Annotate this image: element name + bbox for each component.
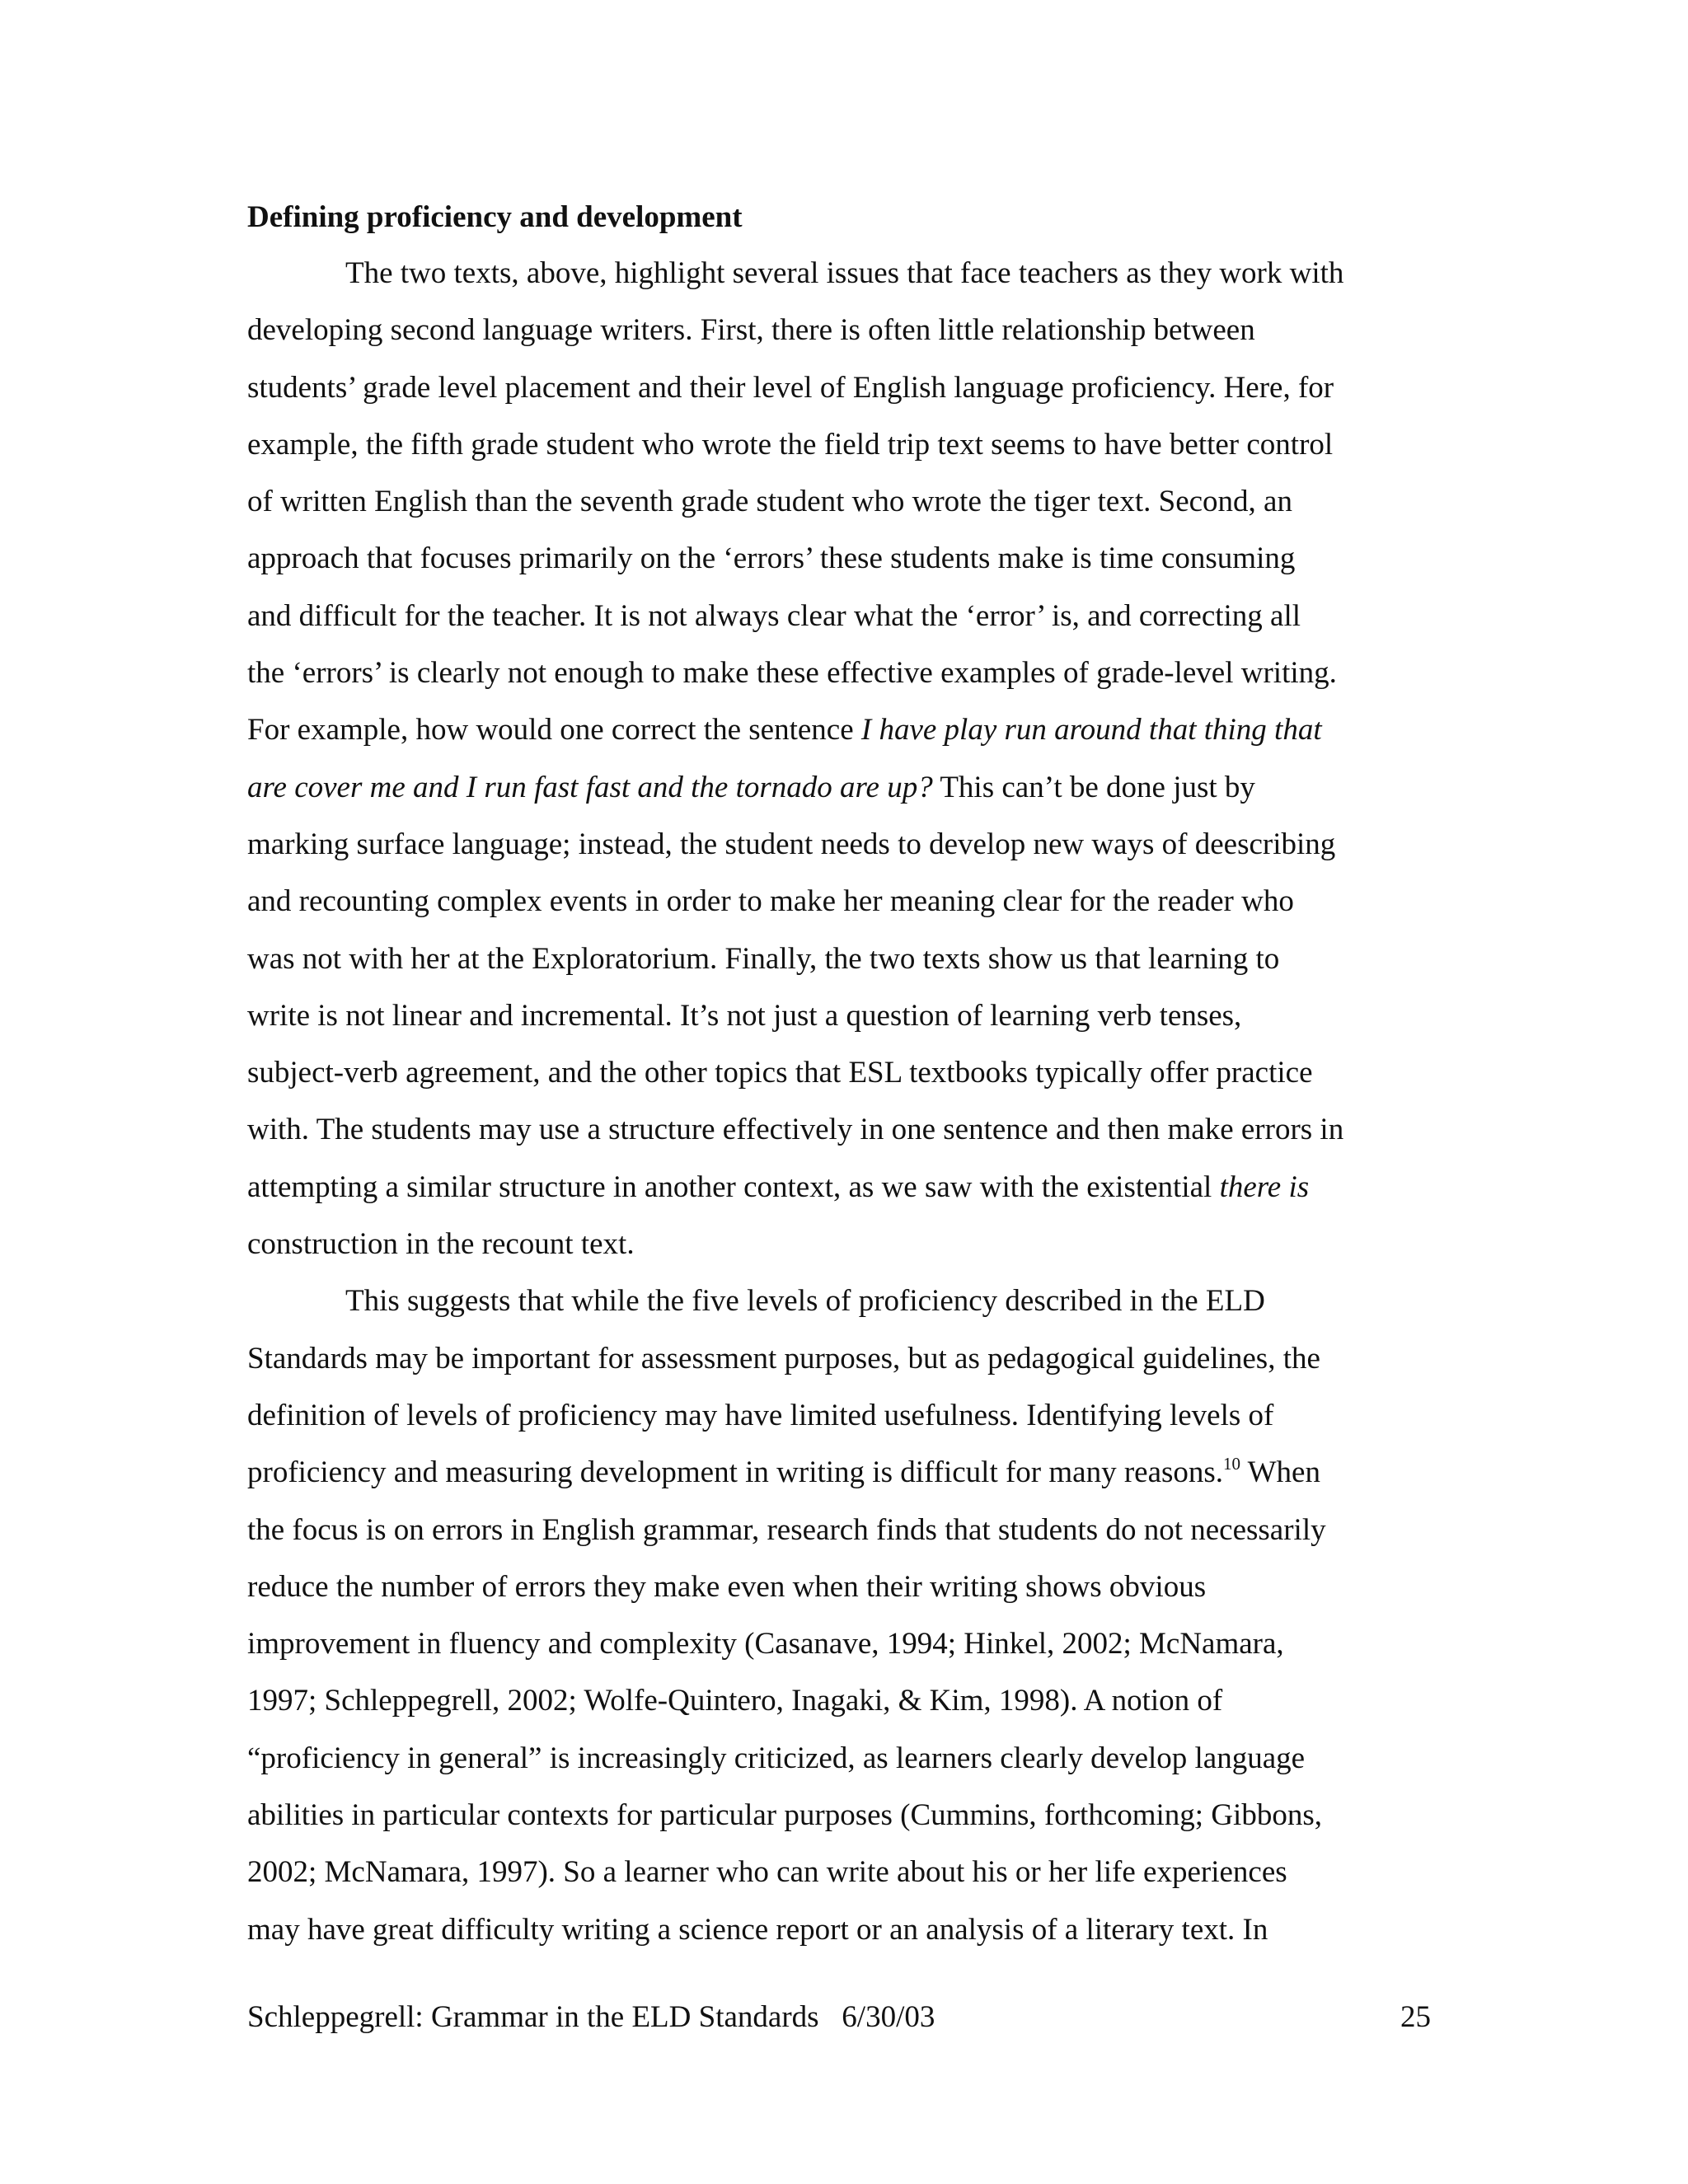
text-line — [247, 473, 1441, 530]
text-segment: 1997; Schleppegrell, 2002; Wolfe-Quintero, Inagaki, & Kim, 1998). A notion of — [247, 1684, 1223, 1718]
text-segment: students’ grade level placement and their level of English language proficiency. Here, for — [247, 370, 1334, 405]
text-segment: 2002; McNamara, 1997). So a learner who can write about his or her life experiences — [247, 1855, 1287, 1890]
text-line — [247, 245, 1441, 302]
text-segment: proficiency and measuring development in writing is difficult for many reasons. — [247, 1455, 1224, 1490]
text-line — [247, 644, 1441, 701]
text-line — [247, 530, 1441, 587]
text-segment: approach that focuses primarily on the ‘errors’ these students make is time consuming — [247, 541, 1296, 576]
text-line — [247, 416, 1441, 473]
text-segment: When — [1240, 1455, 1320, 1490]
text-segment: This can’t be done just by — [932, 770, 1255, 804]
footnote-marker: 10 — [1223, 1454, 1241, 1474]
text-line — [247, 816, 1441, 873]
text-line — [247, 1159, 1441, 1216]
text-line — [247, 1672, 1441, 1729]
text-line — [247, 1044, 1441, 1101]
footer-running-title: Schleppegrell: Grammar in the ELD Standards 6/30/03 — [247, 2000, 935, 2034]
section-heading: Defining proficiency and development — [247, 200, 743, 234]
text-segment: the focus is on errors in English grammar, research finds that students do not necessarily — [247, 1512, 1326, 1547]
text-segment: subject-verb agreement, and the other topics that ESL textbooks typically offer practice — [247, 1056, 1313, 1090]
text-segment: the ‘errors’ is clearly not enough to make these effective examples of grade-level writing. — [247, 656, 1337, 691]
text-segment: developing second language writers. First, there is often little relationship between — [247, 313, 1255, 348]
text-line — [247, 1444, 1441, 1501]
text-segment: abilities in particular contexts for particular purposes (Cummins, forthcoming; Gibbons, — [247, 1798, 1322, 1833]
body-text — [247, 245, 1441, 1958]
text-line — [247, 1844, 1441, 1900]
text-line — [247, 987, 1441, 1044]
text-line — [247, 1216, 1441, 1272]
text-line — [247, 1787, 1441, 1844]
text-segment: of written English than the seventh grade student who wrote the tiger text. Second, an — [247, 485, 1292, 519]
text-line — [247, 1272, 1441, 1329]
text-segment: marking surface language; instead, the student needs to develop new ways of deescribing — [247, 827, 1336, 861]
italic-text: there is — [1219, 1169, 1310, 1204]
text-segment: was not with her at the Exploratorium. Finally, the two texts show us that learning to — [247, 941, 1280, 976]
text-segment: This suggests that while the five levels of proficiency described in the ELD — [345, 1284, 1265, 1319]
text-line — [247, 1387, 1441, 1444]
text-line — [247, 930, 1441, 987]
text-segment: construction in the recount text. — [247, 1227, 635, 1262]
text-line — [247, 1502, 1441, 1558]
text-segment: “proficiency in general” is increasingly criticized, as learners clearly develop language — [247, 1741, 1306, 1775]
text-line — [247, 1558, 1441, 1615]
text-segment: reduce the number of errors they make even when their writing shows obvious — [247, 1569, 1207, 1604]
text-line — [247, 701, 1441, 758]
text-line — [247, 1730, 1441, 1787]
text-line — [247, 1330, 1441, 1387]
text-line — [247, 759, 1441, 816]
text-segment: For example, how would one correct the sentence — [247, 713, 861, 748]
text-line — [247, 873, 1441, 930]
text-segment: Standards may be important for assessment purposes, but as pedagogical guidelines, the — [247, 1341, 1320, 1376]
text-segment: definition of levels of proficiency may have limited usefulness. Identifying levels of — [247, 1398, 1274, 1432]
text-segment: and difficult for the teacher. It is not always clear what the ‘error’ is, and correcting all — [247, 598, 1301, 633]
text-segment: improvement in fluency and complexity (Casanave, 1994; Hinkel, 2002; McNamara, — [247, 1627, 1284, 1661]
text-segment: with. The students may use a structure effectively in one sentence and then make errors in — [247, 1113, 1344, 1147]
italic-text: are cover me and I run fast fast and the tornado are up? — [247, 770, 933, 804]
text-segment: attempting a similar structure in another context, as we saw with the existential — [247, 1169, 1220, 1204]
footer-page-number: 25 — [1400, 2000, 1431, 2034]
text-segment: example, the fifth grade student who wrote the field trip text seems to have better control — [247, 427, 1334, 462]
text-line — [247, 1901, 1441, 1958]
text-line — [247, 359, 1441, 416]
italic-text: I have play run around that thing that — [860, 713, 1322, 748]
text-line — [247, 302, 1441, 359]
text-segment: and recounting complex events in order to make her meaning clear for the reader who — [247, 884, 1294, 919]
text-line — [247, 1615, 1441, 1672]
text-segment: may have great difficulty writing a science report or an analysis of a literary text. In — [247, 1912, 1268, 1947]
text-segment: write is not linear and incremental. It’s not just a question of learning verb tenses, — [247, 998, 1242, 1033]
text-line — [247, 588, 1441, 644]
text-line — [247, 1101, 1441, 1158]
text-segment: The two texts, above, highlight several issues that face teachers as they work with — [345, 256, 1344, 290]
